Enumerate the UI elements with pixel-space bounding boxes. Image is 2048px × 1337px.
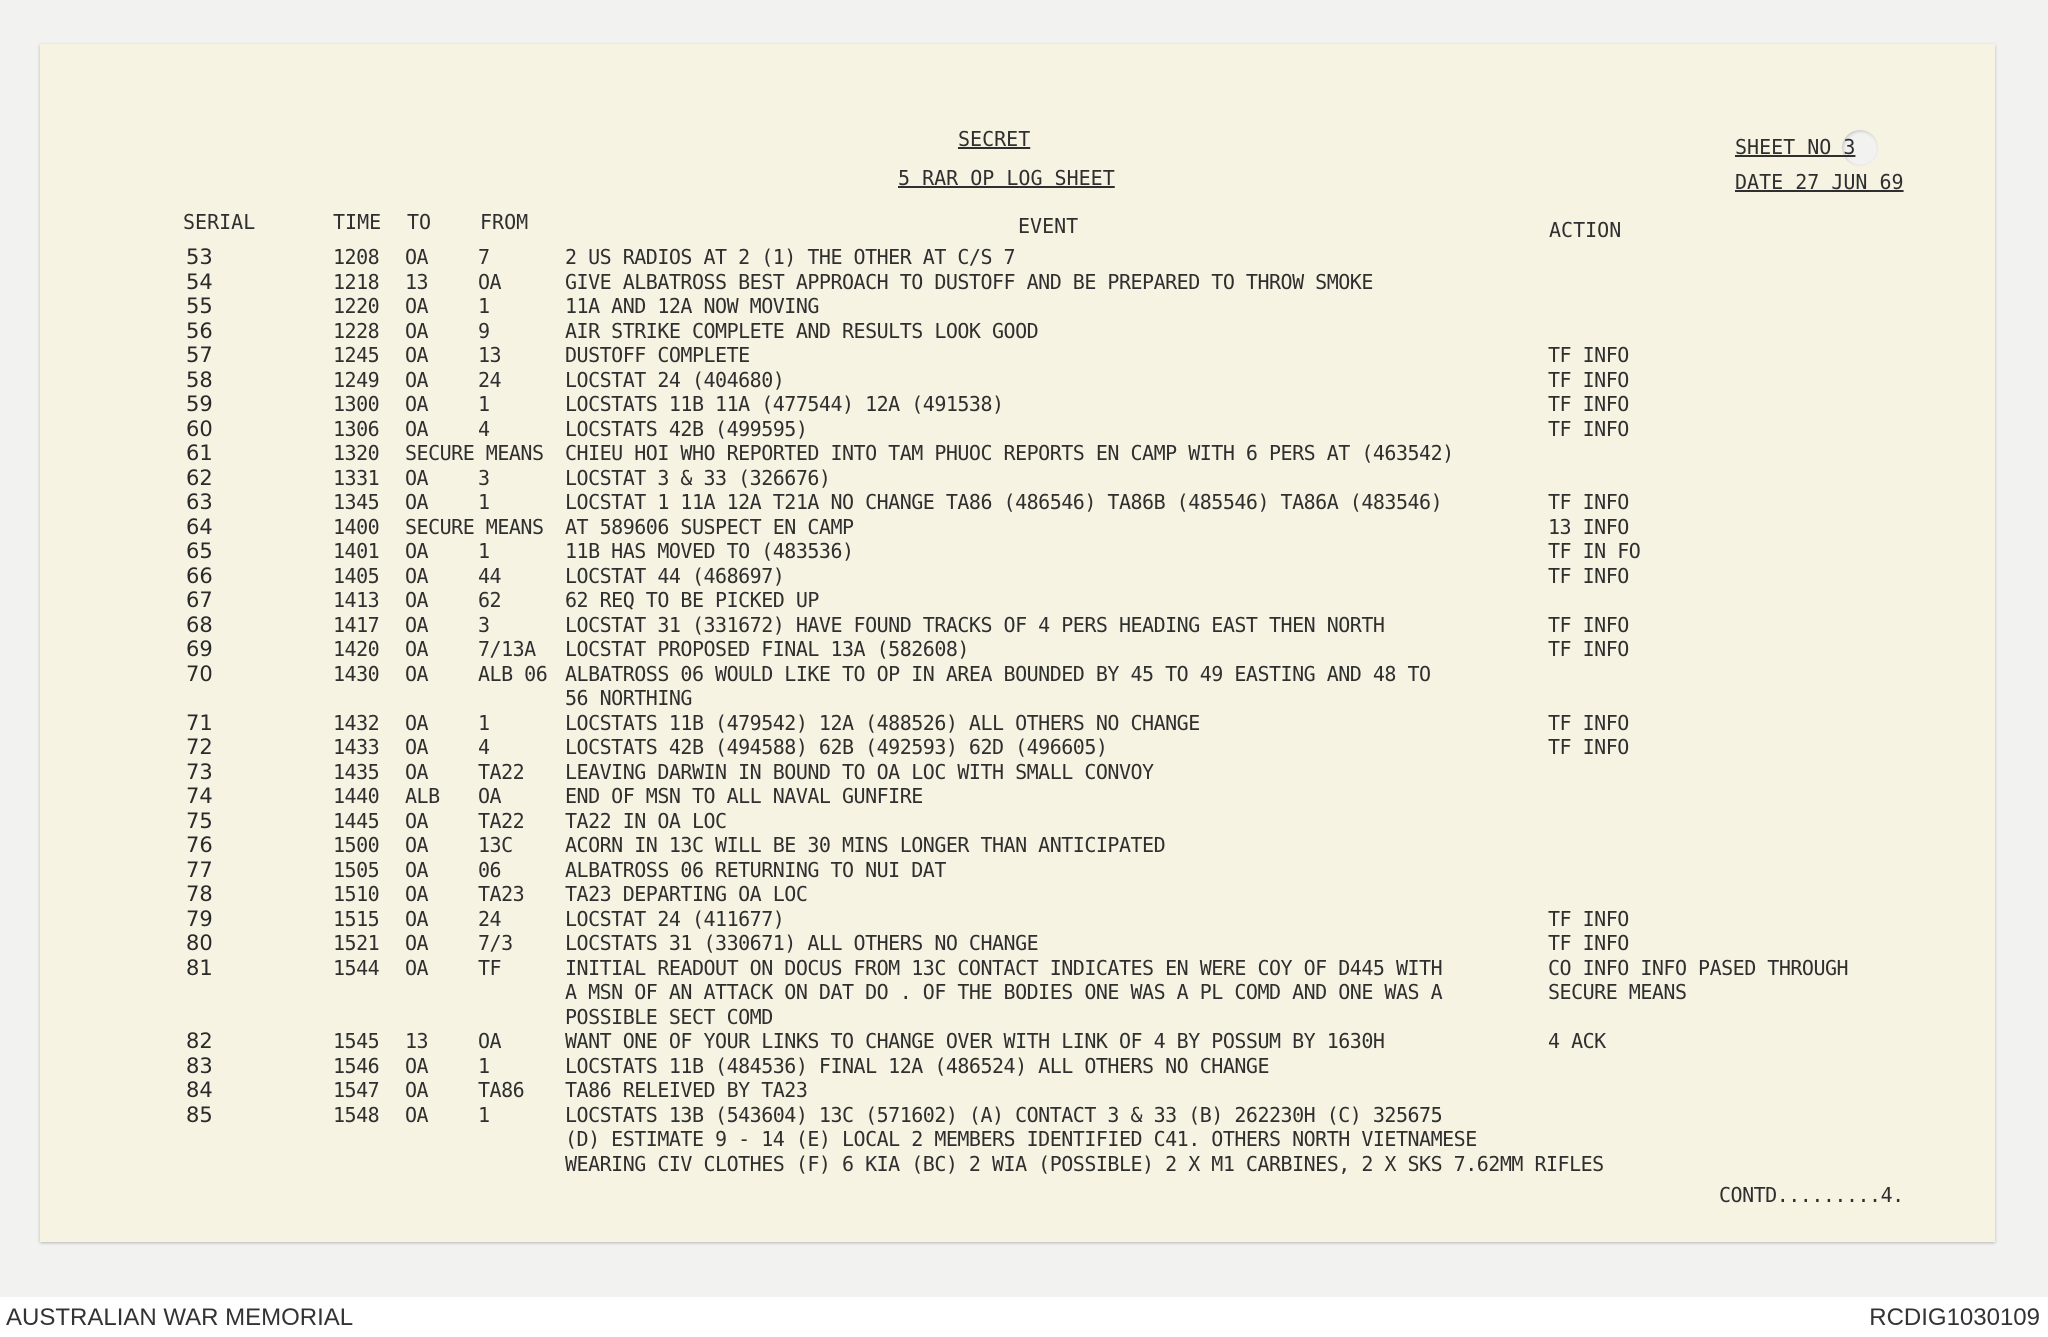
entry-from: TA23 [478,882,525,906]
entry-action: SECURE MEANS [1548,980,1687,1004]
entry-action: TF INFO [1548,710,1629,735]
entry-time: 1417 [333,612,380,637]
entry-event-line: (D) ESTIMATE 9 - 14 (E) LOCAL 2 MEMBERS IDENTIFIED C41. OTHERS NORTH VIETNAMESE [565,1127,1477,1151]
entry-to: OA [405,661,429,686]
entry-to: OA [405,955,429,980]
entry-time: 1430 [333,661,380,686]
entry-to: OA [405,1102,429,1127]
entry-action: TF INFO [1548,612,1629,637]
entry-to: ALB [405,784,440,808]
entry-from: OA [478,784,502,808]
entry-event-line: LOCSTAT PROPOSED FINAL 13A (582608) [565,637,969,661]
sheet-date: DATE 27 JUN 69 [1735,170,1904,194]
entry-time: 1245 [333,343,380,367]
entry-event-line: DUSTOFF COMPLETE [565,343,750,367]
entry-serial: 56 [186,318,213,343]
entry-action: 13 INFO [1548,514,1629,539]
entry-to: OA [405,857,429,882]
entry-from: 24 [478,367,502,392]
entry-serial: 57 [186,343,213,367]
entry-from: 13 [478,343,502,367]
entry-time: 1544 [333,955,380,980]
entry-to: OA [405,294,429,318]
entry-to: 13 [405,269,429,294]
entry-action: TF INFO [1548,906,1629,931]
entry-event-line: END OF MSN TO ALL NAVAL GUNFIRE [565,784,923,808]
entry-from: 4 [478,416,490,441]
entry-event-line: TA22 IN OA LOC [565,808,727,833]
entry-time: 1401 [333,539,380,563]
entry-action: 4 ACK [1548,1029,1606,1053]
column-header-event: EVENT [1018,214,1079,238]
entry-from: 1 [478,1102,490,1127]
entry-from: TA22 [478,759,525,784]
entry-action: TF INFO [1548,367,1629,392]
entry-to: OA [405,759,429,784]
entry-to: SECURE MEANS [405,441,544,465]
entry-serial: 65 [186,539,213,563]
entry-time: 1208 [333,245,380,269]
entry-to: OA [405,343,429,367]
entry-time: 1413 [333,588,380,612]
entry-to: OA [405,563,429,588]
entry-event-line: ALBATROSS 06 WOULD LIKE TO OP IN AREA BOUNDED BY 45 TO 49 EASTING AND 48 TO [565,661,1431,686]
entry-action: TF INFO [1548,735,1629,759]
sheet-number: SHEET NO 3 [1735,135,1856,159]
entry-time: 1249 [333,367,380,392]
entry-time: 1445 [333,808,380,833]
entry-event-line: ALBATROSS 06 RETURNING TO NUI DAT [565,857,946,882]
entry-from: 1 [478,294,490,318]
entry-serial: 75 [186,808,213,833]
entry-action: TF INFO [1548,563,1629,588]
entry-serial: 70 [186,661,213,686]
entry-serial: 79 [186,906,213,931]
entry-event-line: AT 589606 SUSPECT EN CAMP [565,514,854,539]
entry-to: OA [405,318,429,343]
entry-event-line: 11A AND 12A NOW MOVING [565,294,819,318]
entry-to: OA [405,710,429,735]
entry-from: 9 [478,318,490,343]
entry-event-line: 62 REQ TO BE PICKED UP [565,588,819,612]
entry-time: 1405 [333,563,380,588]
entry-event-line: 2 US RADIOS AT 2 (1) THE OTHER AT C/S 7 [565,245,1016,269]
entry-to: OA [405,539,429,563]
entry-time: 1228 [333,318,380,343]
entry-serial: 74 [186,784,213,808]
entry-to: OA [405,245,429,269]
archive-name: AUSTRALIAN WAR MEMORIAL [6,1304,354,1331]
entry-time: 1545 [333,1029,380,1053]
column-header-action: ACTION [1549,218,1622,242]
entry-action: TF INFO [1548,931,1629,955]
entry-from: TA86 [478,1078,525,1102]
entry-event-line: LOCSTATS 31 (330671) ALL OTHERS NO CHANGE [565,931,1039,955]
archive-reference: RCDIG1030109 [1869,1304,2040,1331]
entry-to: OA [405,367,429,392]
entry-from: 24 [478,906,502,931]
entry-from: 44 [478,563,502,588]
entry-event-line: LOCSTATS 11B 11A (477544) 12A (491538) [565,392,1004,416]
entry-serial: 83 [186,1053,213,1078]
entry-event-line: 56 NORTHING [565,686,692,710]
entry-action: TF IN FO [1548,539,1641,563]
entry-time: 1220 [333,294,380,318]
entry-time: 1547 [333,1078,380,1102]
entry-from: 1 [478,1053,490,1078]
entry-to: OA [405,1078,429,1102]
entry-event-line: LOCSTAT 1 11A 12A T21A NO CHANGE TA86 (486546) TA86B (485546) TA86A (483546) [565,490,1443,514]
entry-to: OA [405,416,429,441]
entry-to: OA [405,588,429,612]
entry-event-line: LEAVING DARWIN IN BOUND TO OA LOC WITH SMALL CONVOY [565,759,1154,784]
entry-event-line: AIR STRIKE COMPLETE AND RESULTS LOOK GOOD [565,318,1039,343]
entry-from: TA22 [478,808,525,833]
entry-serial: 78 [186,882,213,906]
entry-serial: 53 [186,245,213,269]
entry-to: OA [405,906,429,931]
entry-time: 1306 [333,416,380,441]
entry-time: 1500 [333,833,380,857]
entry-serial: 55 [186,294,213,318]
entry-event-line: LOCSTATS 42B (499595) [565,416,808,441]
entry-event-line: 11B HAS MOVED TO (483536) [565,539,854,563]
entry-time: 1433 [333,735,380,759]
entry-time: 1548 [333,1102,380,1127]
entry-serial: 73 [186,759,213,784]
entry-serial: 84 [186,1078,213,1102]
entry-serial: 58 [186,367,213,392]
entry-to: OA [405,808,429,833]
column-header-time: TIME [333,210,382,234]
entry-time: 1505 [333,857,380,882]
entry-time: 1546 [333,1053,380,1078]
entry-time: 1420 [333,637,380,661]
entry-from: 1 [478,392,490,416]
entry-time: 1345 [333,490,380,514]
entry-event-line: TA23 DEPARTING OA LOC [565,882,808,906]
entry-event-line: LOCSTAT 24 (411677) [565,906,785,931]
column-header-from: FROM [480,210,529,234]
entry-time: 1331 [333,465,380,490]
entry-serial: 59 [186,392,213,416]
entry-event-line: LOCSTAT 44 (468697) [565,563,785,588]
entry-from: 13C [478,833,513,857]
entry-serial: 71 [186,710,213,735]
entry-time: 1515 [333,906,380,931]
entry-event-line: CHIEU HOI WHO REPORTED INTO TAM PHUOC REPORTS EN CAMP WITH 6 PERS AT (463542) [565,441,1454,465]
entry-serial: 64 [186,514,213,539]
entry-to: OA [405,833,429,857]
entry-to: OA [405,735,429,759]
entry-event-line: LOCSTATS 11B (484536) FINAL 12A (486524) ALL OTHERS NO CHANGE [565,1053,1270,1078]
entry-time: 1400 [333,514,380,539]
entry-from: 1 [478,710,490,735]
entry-from: 7/3 [478,931,513,955]
classification-heading: SECRET [958,127,1031,151]
entry-serial: 72 [186,735,213,759]
entry-event-line: LOCSTATS 42B (494588) 62B (492593) 62D (496605) [565,735,1108,759]
entry-serial: 80 [186,931,213,955]
entry-serial: 62 [186,465,213,490]
entry-event-line: A MSN OF AN ATTACK ON DAT DO . OF THE BODIES ONE WAS A PL COMD AND ONE WAS A [565,980,1443,1004]
column-header-serial: SERIAL [183,210,256,234]
entry-serial: 67 [186,588,213,612]
entry-serial: 54 [186,269,213,294]
entry-time: 1435 [333,759,380,784]
entry-serial: 63 [186,490,213,514]
entry-action: TF INFO [1548,343,1629,367]
entry-from: 7 [478,245,490,269]
entry-event-line: WANT ONE OF YOUR LINKS TO CHANGE OVER WITH LINK OF 4 BY POSSUM BY 1630H [565,1029,1385,1053]
entry-from: 06 [478,857,502,882]
entry-serial: 69 [186,637,213,661]
entry-event-line: LOCSTAT 24 (404680) [565,367,785,392]
entry-action: CO INFO INFO PASED THROUGH [1548,955,1849,980]
entry-serial: 66 [186,563,213,588]
entry-event-line: INITIAL READOUT ON DOCUS FROM 13C CONTACT INDICATES EN WERE COY OF D445 WITH [565,955,1443,980]
entry-from: 4 [478,735,490,759]
entry-time: 1510 [333,882,380,906]
entry-event-line: LOCSTATS 13B (543604) 13C (571602) (A) CONTACT 3 & 33 (B) 262230H (C) 325675 [565,1102,1443,1127]
entry-to: OA [405,392,429,416]
entry-event-line: GIVE ALBATROSS BEST APPROACH TO DUSTOFF AND BE PREPARED TO THROW SMOKE [565,269,1373,294]
entry-time: 1432 [333,710,380,735]
entry-event-line: TA86 RELEIVED BY TA23 [565,1078,808,1102]
entry-time: 1440 [333,784,380,808]
entry-event-line: ACORN IN 13C WILL BE 30 MINS LONGER THAN ANTICIPATED [565,833,1166,857]
entry-time: 1320 [333,441,380,465]
entry-event-line: LOCSTAT 3 & 33 (326676) [565,465,831,490]
entry-event-line: POSSIBLE SECT COMD [565,1004,773,1029]
entry-from: OA [478,1029,502,1053]
column-header-to: TO [407,210,432,234]
entry-to: OA [405,465,429,490]
entry-serial: 61 [186,441,213,465]
entry-to: SECURE MEANS [405,514,544,539]
entry-serial: 68 [186,612,213,637]
entry-event-line: LOCSTATS 11B (479542) 12A (488526) ALL OTHERS NO CHANGE [565,710,1200,735]
entry-from: 3 [478,612,490,637]
entry-from: ALB 06 [478,661,548,686]
entry-from: 1 [478,490,490,514]
entry-time: 1218 [333,269,380,294]
page-title: 5 RAR OP LOG SHEET [898,166,1115,190]
entry-event-line: WEARING CIV CLOTHES (F) 6 KIA (BC) 2 WIA (POSSIBLE) 2 X M1 CARBINES, 2 X SKS 7.62MM RIFLES [565,1151,1604,1176]
entry-to: OA [405,1053,429,1078]
entry-time: 1300 [333,392,380,416]
entry-to: OA [405,882,429,906]
entry-from: 7/13A [478,637,536,661]
entry-from: 62 [478,588,502,612]
entry-to: OA [405,931,429,955]
entry-from: 1 [478,539,490,563]
entry-serial: 82 [186,1029,213,1053]
entry-event-line: LOCSTAT 31 (331672) HAVE FOUND TRACKS OF 4 PERS HEADING EAST THEN NORTH [565,612,1385,637]
entry-serial: 81 [186,955,213,980]
entry-to: OA [405,490,429,514]
entry-serial: 60 [186,416,213,441]
entry-action: TF INFO [1548,637,1629,661]
entry-action: TF INFO [1548,490,1629,514]
entry-to: 13 [405,1029,429,1053]
entry-from: 3 [478,465,490,490]
entry-from: OA [478,269,502,294]
archive-footer [0,1297,2048,1337]
entry-action: TF INFO [1548,392,1629,416]
entry-to: OA [405,612,429,637]
continued-marker: CONTD.........4. [1719,1183,1904,1207]
entry-from: TF [478,955,502,980]
entry-time: 1521 [333,931,380,955]
entry-serial: 76 [186,833,213,857]
entry-to: OA [405,637,429,661]
entry-serial: 77 [186,857,213,882]
entry-action: TF INFO [1548,416,1629,441]
entry-serial: 85 [186,1102,213,1127]
